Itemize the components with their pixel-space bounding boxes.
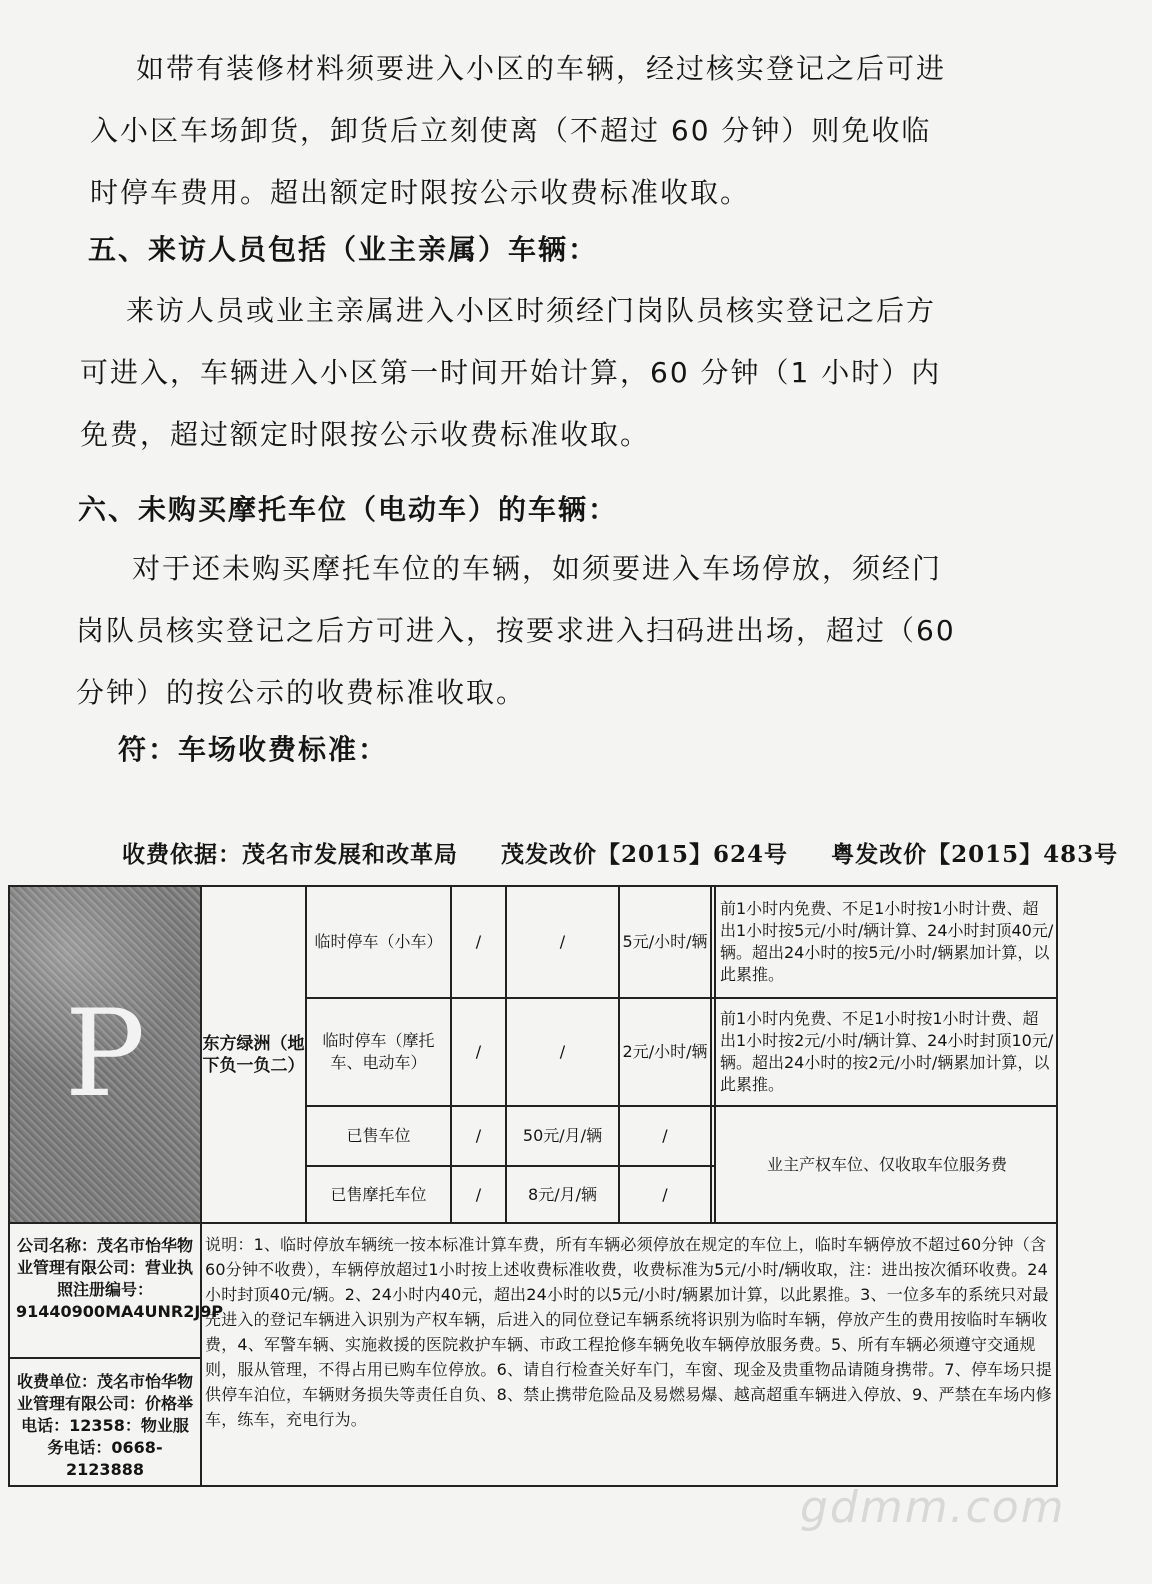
paragraph-renovation-vehicles: 如带有装修材料须要进入小区的车辆，经过核实登记之后可进入小区车场卸货，卸货后立刻使离（不超过 60 分钟）则免收临时停车费用。超出额定时限按公示收费标准收取。: [90, 52, 947, 209]
row2-col2: /: [559, 1042, 566, 1061]
parking-p-icon: P: [64, 984, 146, 1124]
row1-col2: /: [559, 932, 566, 951]
fee-basis-doc-1: 茂发改价【2015】624号: [501, 841, 789, 868]
owner-note: 业主产权车位、仅收取车位服务费: [766, 1154, 1007, 1174]
row4-rate: /: [662, 1184, 668, 1204]
row2-col1: /: [475, 1042, 482, 1061]
company-info: 公司名称：茂名市怡华物业管理有限公司：营业执照注册编号：91440900MA4UNR2J9P: [16, 1236, 224, 1321]
row3-type: 已售车位: [346, 1126, 411, 1145]
row3-col2: 50元/月/辆: [522, 1126, 603, 1145]
row2-note: 前1小时内免费、不足1小时按1小时计费、超出1小时按2元/小时/辆计算、24小时封顶10元/辆。超出24小时的按2元/小时/辆累加计算，以此累推。: [720, 1009, 1054, 1094]
row2-rate: 2元/小时/辆: [622, 1042, 708, 1061]
fee-basis-line: [122, 836, 1152, 869]
row3-col1: /: [475, 1126, 482, 1145]
row1-rate: 5元/小时/辆: [622, 932, 708, 951]
site-watermark: gdmm.com: [800, 1482, 1066, 1533]
row1-note: 前1小时内免费、不足1小时按1小时计费、超出1小时按5元/小时/辆计算、24小时封顶40元/辆。超出24小时的按5元/小时/辆累加计算，以此累推。: [720, 899, 1054, 984]
fee-description: 说明：1、临时停放车辆统一按本标准计算车费，所有车辆必须停放在规定的车位上，临时车辆停放不超过60分钟（含60分钟不收费），车辆停放超过1小时按上述收费标准收费，收费标准为5元/小时/辆收取，注：进出按次循环收费。24小时封顶40元/辆。2、24小时内40元，超出24小时的以5元/小时/辆累加计算，以此累推。3、一位多车的系统只对最先进入的登记车辆进入识别为产权车辆，后进入的同位登记车辆系统将识别为临时车辆，停放产生的费用按临时车辆收费，4、军警车辆、实施救援的医院救护车辆、市政工程抢修车辆免收车辆停放服务费。5、所有车辆必须遵守交通规则，服从管理，不得占用已购车位停放。6、请自行检查关好车门，车窗、现金及贵重物品请随身携带。7、停车场只提供停车泊位，车辆财务损失等责任自负、8、禁止携带危险品及易燃易爆、越高超重车辆进入停放、9、严禁在车场内修车，练车，充电行为。: [205, 1235, 1052, 1429]
location-cell: 东方绿洲（地下负一负二）: [202, 1033, 305, 1076]
fee-basis-doc-2: 粤发改价【2015】483号: [831, 841, 1119, 868]
row4-col1: /: [475, 1184, 482, 1204]
attachment-title: 符：车场收费标准：: [118, 733, 389, 766]
row3-rate: /: [662, 1126, 668, 1145]
row4-type: 已售摩托车位: [330, 1184, 427, 1204]
fee-standard-table: [8, 885, 1058, 1487]
row1-col1: /: [475, 932, 482, 951]
row1-type: 临时停车（小车）: [314, 932, 443, 951]
row2-type: 临时停车（摩托车、电动车）: [322, 1031, 435, 1072]
charging-unit-info: 收费单位：茂名市怡华物业管理有限公司：价格举电话：12358：物业服务电话：0668-2123888: [16, 1372, 193, 1479]
row4-col2: 8元/月/辆: [528, 1184, 597, 1204]
fee-basis-label: 收费依据：茂名市发展和改革局: [122, 841, 458, 868]
heading-motorcycle-vehicles: 六、未购买摩托车位（电动车）的车辆：: [78, 493, 619, 526]
paragraph-visitor-vehicles: 来访人员或业主亲属进入小区时须经门岗队员核实登记之后方可进入，车辆进入小区第一时间开始计算，60 分钟（1 小时）内免费，超过额定时限按公示收费标准收取。: [80, 294, 942, 451]
paragraph-motorcycle-vehicles: 对于还未购买摩托车位的车辆，如须要进入车场停放，须经门岗队员核实登记之后方可进入，按要求进入扫码进出场，超过（60 分钟）的按公示的收费标准收取。: [76, 552, 956, 709]
heading-visitor-vehicles: 五、来访人员包括（业主亲属）车辆：: [88, 233, 599, 266]
parking-sign: [10, 887, 200, 1222]
